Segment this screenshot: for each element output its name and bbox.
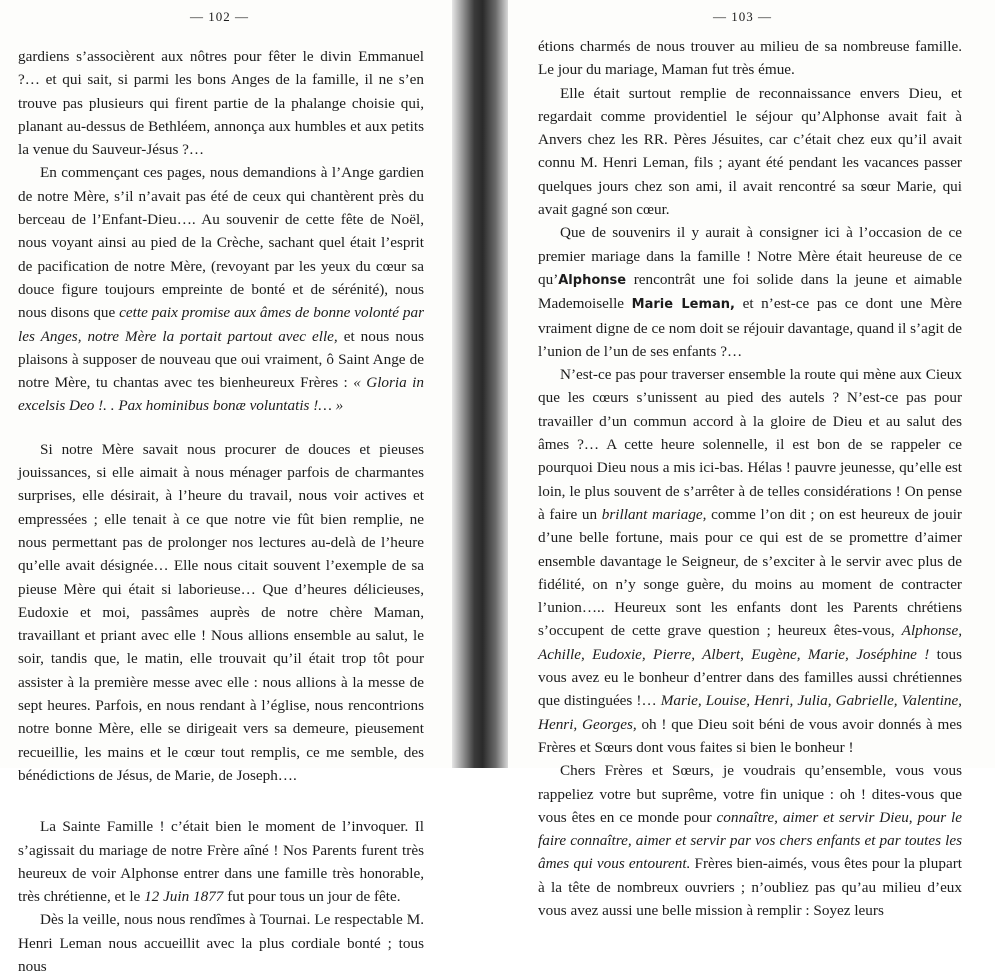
text-run: La Sainte Famille ! c’était bien le moment de l’invoquer. Il s’agissait du mariage de notre Frère aîné ! Nos Parents furent très heureux de voir Alphonse entrer dans une famille très honorable, très chrétienne, et le — [18, 818, 424, 906]
left-paragraph-5 — [18, 908, 424, 978]
text-run: Que de souvenirs il y aurait à consigner ici à l’occasion de ce premier mariage dans la famille ! Notre Mère était heureuse de ce qu’ — [538, 224, 962, 288]
text-run: En commençant ces pages, nous demandions à l’Ange gardien de notre Mère, s’il n’avait pas été de ceux qui chantèrent près du berceau de l’Enfant-Dieu…. Au souvenir de cette fête de Noël, nous voyant ainsi au pied de la Crèche, sachant quel était l’esprit de pacification de notre Mère, (revoyant par les yeux du cœur sa douce figure toujours empreinte de bonté et de sérénité), nous nous disons que — [18, 164, 424, 322]
bold-run: Marie Leman, — [631, 297, 735, 313]
italic-run: connaître, aimer et servir Dieu, pour le faire connaître, aimer et servir par vos chers enfants et par toutes les âmes qui vous entourent. — [538, 808, 962, 873]
right-paragraph-4 — [538, 363, 962, 759]
right-page-number: — 103 — — [713, 9, 772, 24]
bold-run: Alphonse — [558, 272, 627, 288]
book-gutter-shadow — [452, 0, 508, 768]
text-run: fut pour tous un jour de fête. — [223, 888, 401, 906]
italic-run: Marie, Louise, Henri, Julia, Gabrielle, Valentine, Henri, Georges, — [538, 692, 962, 733]
left-page-text — [18, 45, 424, 978]
right-page-text — [538, 35, 962, 922]
left-page-number: — 102 — — [190, 9, 249, 24]
left-paragraph-4 — [18, 815, 424, 908]
text-run: Si notre Mère savait nous procurer de douces et pieuses jouissances, si elle aimait à nous ménager parfois de charmantes surprises, elle désirait, à l’heure du travail, nous voir actives et empressées ; elle tenait à ce que notre vie fût bien remplie, ne nous permettant pas de prolonger nos lectures au-delà de l’heure qu’elle avait désignée… Elle nous citait souvent l’exemple de sa pieuse Mère qui était si laborieuse… Que d’heures délicieuses, Eudoxie et moi, passâmes auprès de notre chère Maman, travaillant et priant avec elle ! Nous allions ensemble au salut, le soir, tandis que, le matin, elle trouvait qu’il était trop tôt pour assister à la première messe avec elle : nous allions à la messe de sept heures. Parfois, en nous rendant à l’église, nous rencontrions notre bonne Mère, elle se dirigeait vers sa demeure, pieusement recueillie, les mains et le cœur tout remplis, ce me semble, des bénédictions de Jésus, de Marie, de Joseph…. — [18, 440, 424, 784]
text-run: comme l’on dit ; on est heureux de jouir d’une belle fortune, mais pour ce qui est de se promettre d’aimer ensemble davantage le Seigneur, de s’exciter à le servir avec plus de fidélité, on n’y songe guère, du moins au moment de contracter l’union….. Heureux sont les enfants dont les Parents chrétiens s’occupent de cette grave question ; heureux êtes-vous, — [538, 505, 962, 640]
text-run: tous vous avez eu le bonheur d’entrer dans des familles aussi chrétiennes que distinguées !… — [538, 645, 962, 710]
right-paragraph-3 — [538, 221, 962, 363]
text-run: Dès la veille, nous nous rendîmes à Tournai. Le respectable M. Henri Leman nous accueillit avec la plus cordiale bonté ; tous nous — [18, 911, 424, 975]
left-paragraph-1 — [18, 45, 424, 161]
text-run: oh ! que Dieu soit béni de vous avoir donnés à mes Frères et Sœurs dont vous faites si bien le bonheur ! — [538, 715, 962, 756]
text-run: N’est-ce pas pour traverser ensemble la route qui mène aux Cieux que les cœurs s’unissent au pied des autels ? N’est-ce pas pour travailler d’un commun accord à la gloire de Dieu et au salut des âmes ?… A cette heure solennelle, il est bon de se rappeler ce pourquoi Dieu nous a mis ici-bas. Hélas ! pauvre jeunesse, qu’elle est loin, le plus souvent de s’arrêter à de telles considérations ! On pense à faire un — [538, 366, 962, 523]
left-paragraph-2 — [18, 161, 424, 417]
right-paragraph-5 — [538, 759, 962, 922]
text-run: gardiens s’associèrent aux nôtres pour fêter le divin Emmanuel ?… et qui sait, si parmi les bons Anges de la famille, il ne s’en trouve pas plusieurs qui firent partie de la phalange choisie qui, planant au-dessus de Bethléem, annonça aux humbles et aux petits la venue du Sauveur-Jésus ?… — [18, 48, 424, 159]
text-run: Elle était surtout remplie de reconnaissance envers Dieu, et regardait comme providentiel le séjour qu’Alphonse avait fait à Anvers chez les RR. Pères Jésuites, car c’était chez eux qu’il avait connu M. Henri Leman, fils ; ayant été pendant les vacances passer quelques jours chez son ami, il avait rencontré sa sœur Marie, qui avait gagné son cœur. — [538, 84, 962, 219]
text-run: et nous nous plaisons à supposer de nouveau que oui vraiment, ô Saint Ange de notre Mère, tu chantas avec tes bienheureux Frères : — [18, 327, 425, 392]
italic-run: brillant mariage, — [601, 505, 707, 523]
text-run: étions charmés de nous trouver au milieu de sa nombreuse famille. Le jour du mariage, Maman fut très émue. — [538, 38, 962, 79]
left-page — [0, 0, 452, 975]
text-run: rencontrât une foi solide dans la jeune et aimable Mademoiselle — [538, 270, 962, 313]
text-run: Frères bien-aimés, vous êtes pour la plupart à la tête de nombreux ouvriers ; n’oubliez pas qu’au milieu d’eux vous avez aussi une belle mission à remplir : Soyez leurs — [538, 855, 962, 919]
italic-run: 12 Juin 1877 — [144, 888, 224, 906]
right-paragraph-1 — [538, 35, 962, 82]
right-paragraph-2 — [538, 82, 962, 222]
text-run: Chers Frères et Sœurs, je voudrais qu’ensemble, vous vous rappeliez votre but suprême, votre fin unique : oh ! dites-vous que vous êtes en ce monde pour — [538, 762, 962, 826]
italic-run: Alphonse, Achille, Eudoxie, Pierre, Albert, Eugène, Marie, Joséphine ! — [538, 622, 962, 663]
italic-run: « Gloria in excelsis Deo !. . Pax hominibus bonæ voluntatis !… » — [18, 374, 424, 415]
italic-run: cette paix promise aux âmes de bonne volonté par les Anges, notre Mère la portait partout avec elle, — [18, 304, 424, 345]
text-run: et n’est-ce pas ce dont une Mère vraiment digne de ce nom doit se réjouir davantage, quand il s’agit de l’union de l’un de ses enfants ?… — [538, 295, 962, 360]
left-paragraph-3 — [18, 438, 424, 787]
right-page — [508, 0, 995, 919]
